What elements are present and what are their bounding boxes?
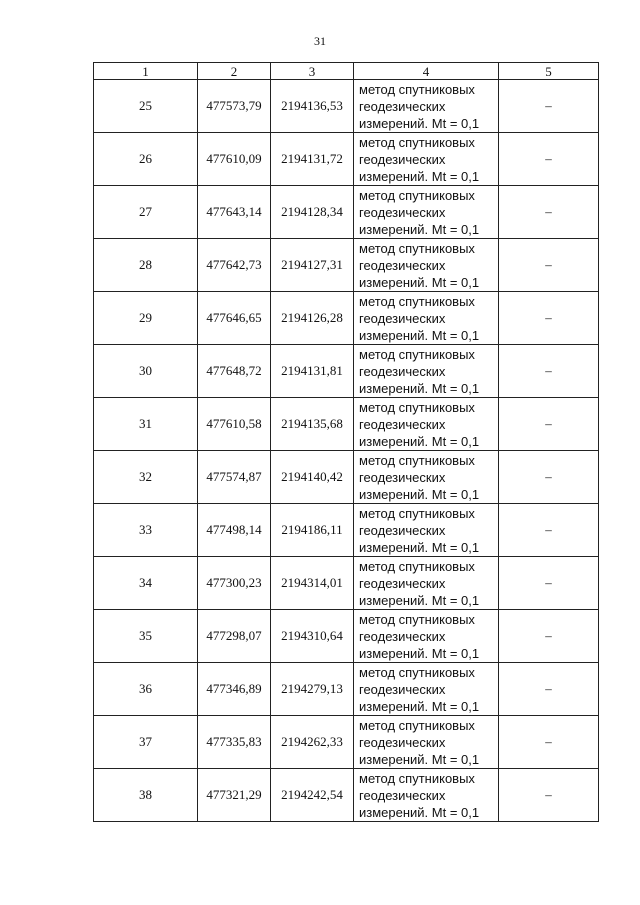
method-cell (354, 504, 499, 557)
table-row (94, 133, 599, 186)
method-cell (354, 239, 499, 292)
point-number-cell: 31 (94, 398, 198, 451)
column-5-cell: – (499, 716, 599, 769)
y-coordinate-cell: 2194186,11 (271, 504, 354, 557)
method-line: измерений. Mt = 0,1 (359, 539, 480, 555)
x-coordinate-cell: 477300,23 (198, 557, 271, 610)
table-row (94, 80, 599, 133)
point-number-cell: 32 (94, 451, 198, 504)
method-cell (354, 769, 499, 822)
method-cell (354, 345, 499, 398)
x-coordinate-cell: 477610,58 (198, 398, 271, 451)
header-col-5: 5 (499, 63, 599, 80)
point-number-cell: 35 (94, 610, 198, 663)
method-line: метод спутниковых (359, 664, 475, 680)
method-line: измерений. Mt = 0,1 (359, 486, 480, 502)
method-line: геодезических (359, 628, 446, 644)
x-coordinate-cell: 477610,09 (198, 133, 271, 186)
method-line: геодезических (359, 310, 446, 326)
point-number-cell: 29 (94, 292, 198, 345)
method-line: геодезических (359, 204, 446, 220)
point-number-cell: 37 (94, 716, 198, 769)
y-coordinate-cell: 2194136,53 (271, 80, 354, 133)
point-number-cell: 38 (94, 769, 198, 822)
header-row (94, 63, 599, 80)
method-line: геодезических (359, 787, 446, 803)
point-number-cell: 30 (94, 345, 198, 398)
method-line: измерений. Mt = 0,1 (359, 804, 480, 820)
table-body (94, 80, 599, 822)
table-row (94, 292, 599, 345)
header-col-1: 1 (94, 63, 198, 80)
method-cell (354, 398, 499, 451)
method-line: метод спутниковых (359, 134, 475, 150)
table-row (94, 239, 599, 292)
column-5-cell: – (499, 133, 599, 186)
table-row (94, 186, 599, 239)
method-line: геодезических (359, 363, 446, 379)
column-5-cell: – (499, 398, 599, 451)
method-cell (354, 292, 499, 345)
x-coordinate-cell: 477321,29 (198, 769, 271, 822)
method-line: измерений. Mt = 0,1 (359, 115, 480, 131)
method-line: геодезических (359, 681, 446, 697)
x-coordinate-cell: 477573,79 (198, 80, 271, 133)
y-coordinate-cell: 2194279,13 (271, 663, 354, 716)
table-row (94, 610, 599, 663)
method-line: измерений. Mt = 0,1 (359, 274, 480, 290)
x-coordinate-cell: 477574,87 (198, 451, 271, 504)
method-line: измерений. Mt = 0,1 (359, 698, 480, 714)
method-line: геодезических (359, 469, 446, 485)
method-line: метод спутниковых (359, 717, 475, 733)
method-line: геодезических (359, 98, 446, 114)
table-row (94, 451, 599, 504)
method-line: метод спутниковых (359, 187, 475, 203)
method-cell (354, 557, 499, 610)
method-line: измерений. Mt = 0,1 (359, 433, 480, 449)
method-line: измерений. Mt = 0,1 (359, 221, 480, 237)
x-coordinate-cell: 477335,83 (198, 716, 271, 769)
point-number-cell: 28 (94, 239, 198, 292)
method-cell (354, 716, 499, 769)
table-row (94, 716, 599, 769)
column-5-cell: – (499, 345, 599, 398)
x-coordinate-cell: 477642,73 (198, 239, 271, 292)
x-coordinate-cell: 477298,07 (198, 610, 271, 663)
method-line: геодезических (359, 734, 446, 750)
x-coordinate-cell: 477643,14 (198, 186, 271, 239)
method-cell (354, 80, 499, 133)
column-5-cell: – (499, 610, 599, 663)
y-coordinate-cell: 2194131,72 (271, 133, 354, 186)
method-line: геодезических (359, 151, 446, 167)
method-line: метод спутниковых (359, 346, 475, 362)
method-line: геодезических (359, 522, 446, 538)
table-row (94, 769, 599, 822)
y-coordinate-cell: 2194262,33 (271, 716, 354, 769)
y-coordinate-cell: 2194135,68 (271, 398, 354, 451)
method-line: геодезических (359, 575, 446, 591)
y-coordinate-cell: 2194140,42 (271, 451, 354, 504)
method-cell (354, 610, 499, 663)
point-number-cell: 27 (94, 186, 198, 239)
column-5-cell: – (499, 186, 599, 239)
table-row (94, 504, 599, 557)
page-number: 31 (314, 34, 326, 48)
coordinates-table (93, 62, 599, 822)
column-5-cell: – (499, 292, 599, 345)
point-number-cell: 36 (94, 663, 198, 716)
x-coordinate-cell: 477646,65 (198, 292, 271, 345)
point-number-cell: 25 (94, 80, 198, 133)
method-line: геодезических (359, 416, 446, 432)
method-cell (354, 663, 499, 716)
header-col-3: 3 (271, 63, 354, 80)
y-coordinate-cell: 2194242,54 (271, 769, 354, 822)
method-line: измерений. Mt = 0,1 (359, 751, 480, 767)
column-5-cell: – (499, 451, 599, 504)
header-col-4: 4 (354, 63, 499, 80)
method-line: геодезических (359, 257, 446, 273)
method-cell (354, 451, 499, 504)
method-line: измерений. Mt = 0,1 (359, 592, 480, 608)
header-col-2: 2 (198, 63, 271, 80)
table-row (94, 345, 599, 398)
method-line: измерений. Mt = 0,1 (359, 380, 480, 396)
method-line: метод спутниковых (359, 452, 475, 468)
y-coordinate-cell: 2194128,34 (271, 186, 354, 239)
point-number-cell: 33 (94, 504, 198, 557)
method-line: измерений. Mt = 0,1 (359, 168, 480, 184)
y-coordinate-cell: 2194314,01 (271, 557, 354, 610)
column-5-cell: – (499, 80, 599, 133)
x-coordinate-cell: 477498,14 (198, 504, 271, 557)
method-line: метод спутниковых (359, 611, 475, 627)
table-header (94, 63, 599, 80)
x-coordinate-cell: 477346,89 (198, 663, 271, 716)
y-coordinate-cell: 2194310,64 (271, 610, 354, 663)
method-cell (354, 133, 499, 186)
method-line: измерений. Mt = 0,1 (359, 645, 480, 661)
method-line: измерений. Mt = 0,1 (359, 327, 480, 343)
table-row (94, 557, 599, 610)
point-number-cell: 34 (94, 557, 198, 610)
x-coordinate-cell: 477648,72 (198, 345, 271, 398)
table-row (94, 663, 599, 716)
y-coordinate-cell: 2194127,31 (271, 239, 354, 292)
method-line: метод спутниковых (359, 293, 475, 309)
method-line: метод спутниковых (359, 240, 475, 256)
y-coordinate-cell: 2194131,81 (271, 345, 354, 398)
y-coordinate-cell: 2194126,28 (271, 292, 354, 345)
method-line: метод спутниковых (359, 505, 475, 521)
table-row (94, 398, 599, 451)
method-line: метод спутниковых (359, 770, 475, 786)
column-5-cell: – (499, 557, 599, 610)
point-number-cell: 26 (94, 133, 198, 186)
method-line: метод спутниковых (359, 558, 475, 574)
method-line: метод спутниковых (359, 399, 475, 415)
method-line: метод спутниковых (359, 81, 475, 97)
column-5-cell: – (499, 769, 599, 822)
column-5-cell: – (499, 239, 599, 292)
column-5-cell: – (499, 504, 599, 557)
column-5-cell: – (499, 663, 599, 716)
method-cell (354, 186, 499, 239)
